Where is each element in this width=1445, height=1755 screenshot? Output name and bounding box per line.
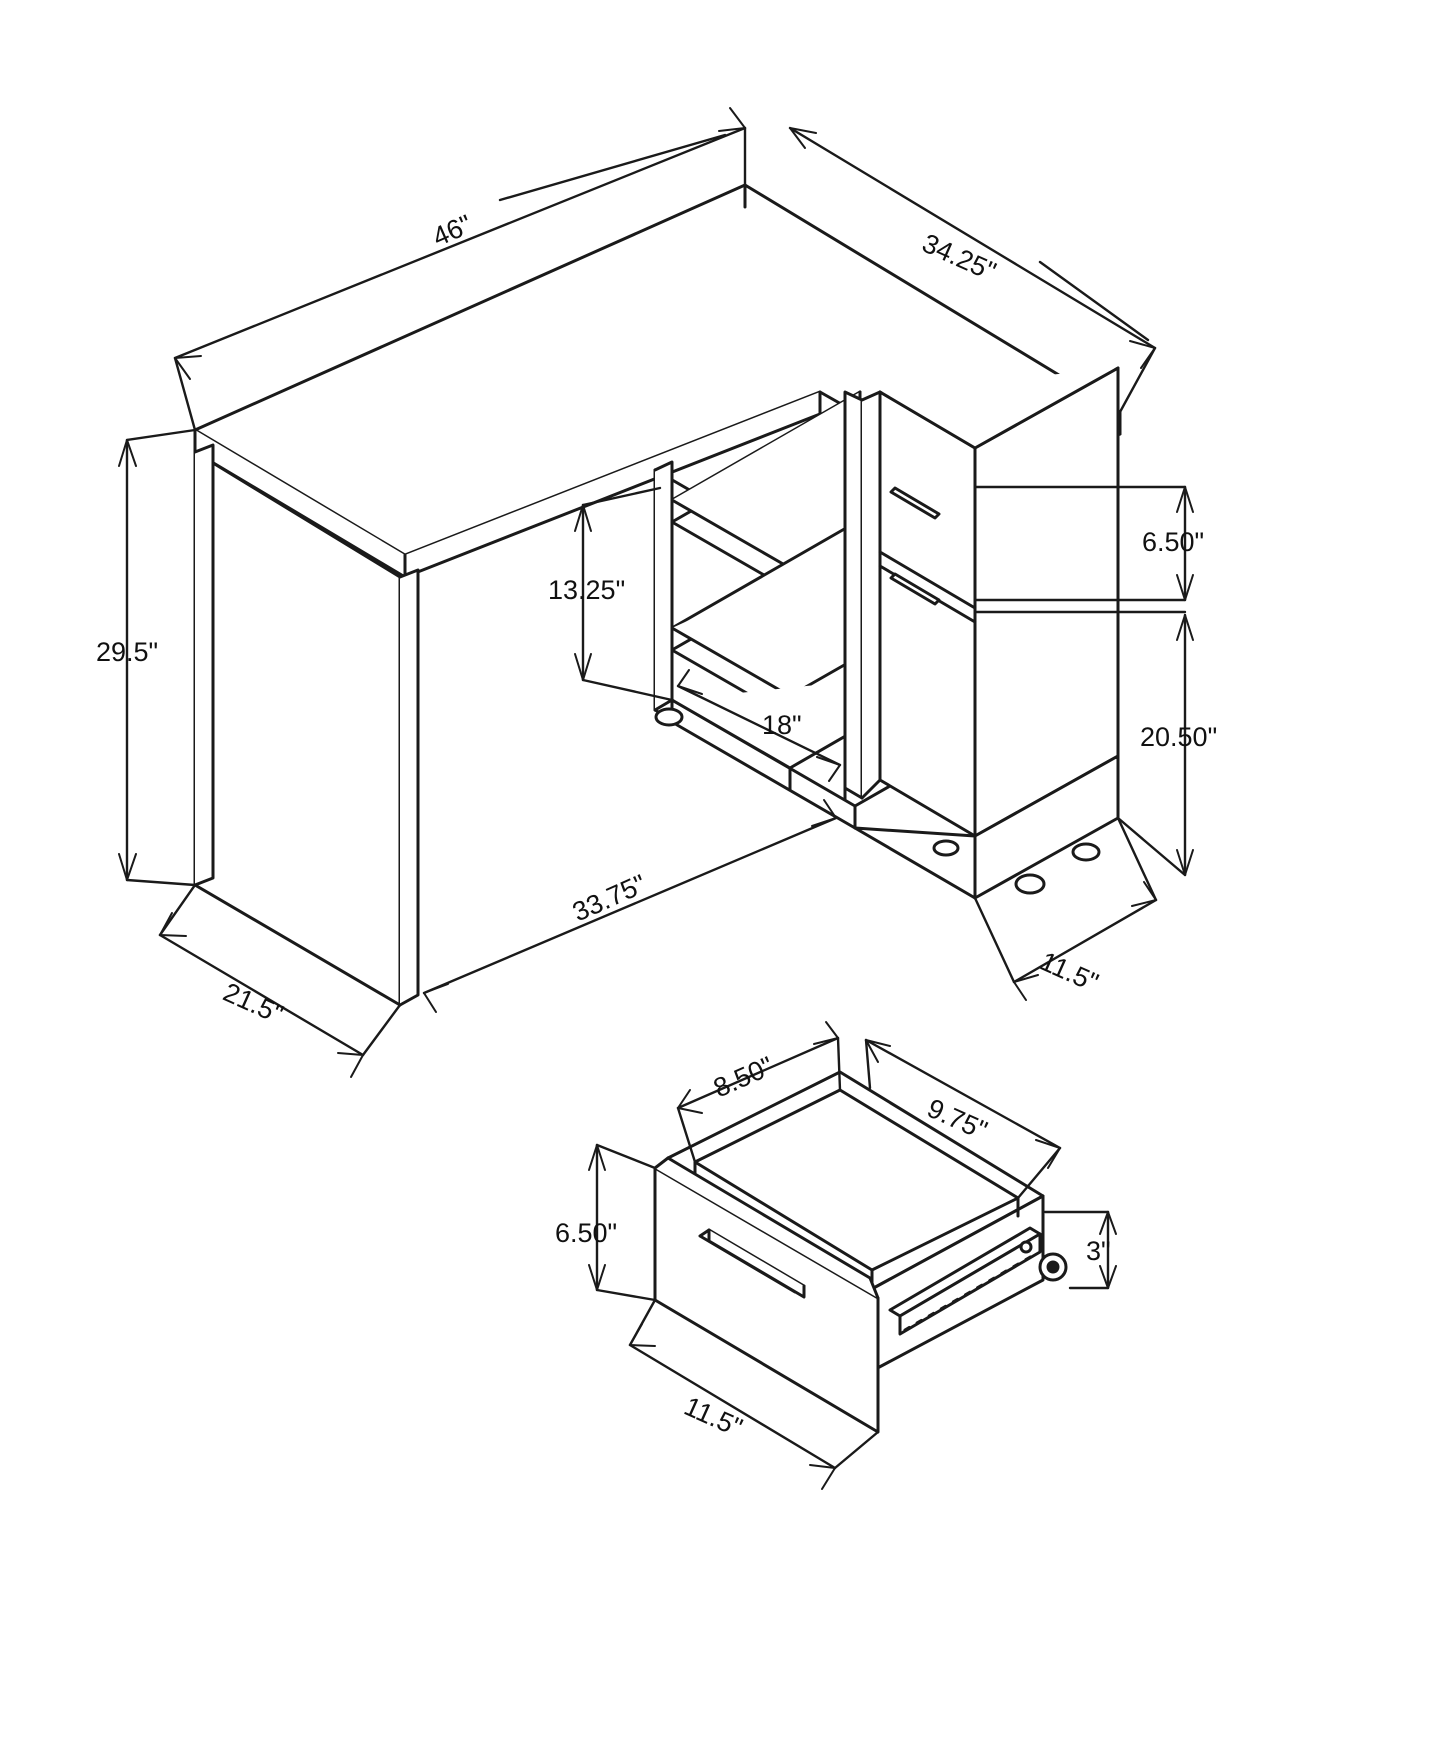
dimension-label-drawer-inner-width: 8.50"	[709, 1050, 778, 1104]
drawer-detail	[655, 1072, 1066, 1432]
dimension-label-shelf-opening-height: 13.25"	[548, 575, 626, 605]
dimension-label-top-left-width: 46"	[428, 208, 477, 253]
dimension-label-shelf-opening-width: 18"	[762, 710, 802, 740]
desk-drawer-tower	[880, 368, 1118, 836]
dimension-label-desk-return-length: 33.75"	[568, 868, 651, 928]
dimension-label-drawer-front-height: 6.50"	[1142, 527, 1205, 557]
dimension-label-drawer-height: 6.50"	[555, 1218, 618, 1248]
dimension-label-cabinet-height: 20.50"	[1140, 722, 1218, 752]
dimension-label-desk-height: 29.5"	[96, 637, 159, 667]
dimension-label-desk-left-depth: 21.5"	[218, 977, 288, 1030]
dimension-label-drawer-inner-depth: 9.75"	[922, 1093, 992, 1146]
dimension-label-cabinet-depth: 11.5"	[1035, 946, 1103, 998]
dimension-label-top-right-width: 34.25"	[917, 228, 1001, 287]
dimension-label-drawer-slide-height: 3"	[1086, 1236, 1111, 1266]
dimension-label-drawer-front-width: 11.5"	[679, 1391, 747, 1443]
